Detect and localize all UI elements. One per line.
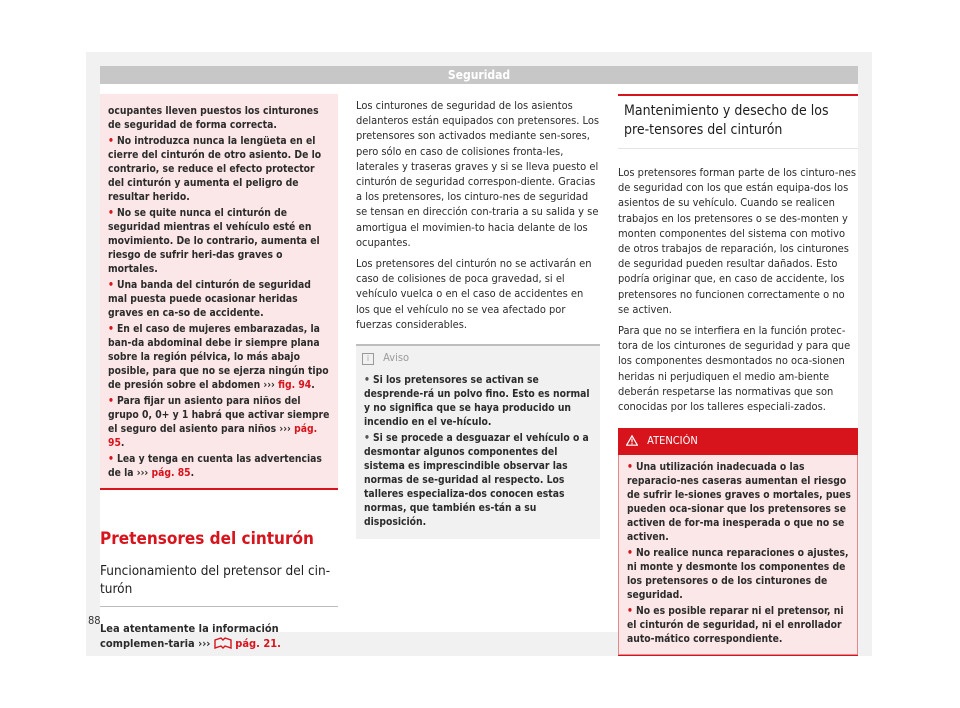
attention-label: ATENCIÓN (647, 434, 698, 448)
subsection-title: Funcionamiento del pretensor del cin-turón (100, 563, 331, 597)
intro-text (100, 621, 338, 654)
list-item-text: No se quite nunca el cinturón de seguridad mientras el vehículo esté en movimiento. De lo contrario, aumenta el riesgo de sufrir heri-das graves o mortales. (108, 207, 320, 275)
list-item (108, 452, 332, 480)
page-reference-link[interactable]: pág. 85 (151, 467, 191, 479)
list-item-text: Una utilización inadecuada o las reparacio-nes caseras aumentan el riesgo de sufrir le-siones graves o mortales, pues pueden oca-sionar que los pretensores se activen de for-ma inesperada o que no se activen. (627, 461, 851, 544)
list-item-tail: . (190, 467, 195, 479)
list-item-text: Una banda del cinturón de seguridad mal puesta puede ocasionar heridas graves en ca-so de accidente. (108, 279, 311, 319)
list-item (108, 322, 332, 392)
bullet-icon: • (108, 279, 114, 291)
list-item-text: No introduzca nunca la lengüeta en el cierre del cinturón de otro asiento. De lo contrario, se reduce el efecto protector del cinturón y aumenta el peligro de resultar herido. (108, 135, 322, 203)
column-right (618, 94, 858, 656)
warning-box-bottom-rule (100, 488, 338, 490)
list-item-tail: . (311, 379, 315, 391)
bullet-icon: • (108, 207, 114, 219)
bullet-icon: • (364, 374, 370, 387)
maintenance-text (618, 165, 858, 414)
list-item-text: Si los pretensores se activan se desprende-rá un polvo fino. Esto es normal y no significa que se haya producido un incendio en el ve-hículo. (364, 374, 590, 429)
list-item (364, 431, 594, 529)
column-left (100, 94, 338, 654)
list-item (108, 206, 332, 276)
attention-body (618, 455, 858, 655)
page-reference-link[interactable]: fig. 94 (278, 379, 312, 391)
paragraph: Los pretensores forman parte de los cinturo-nes de seguridad con los que están equipa-dos los asientos de su vehículo. Cuando se realicen trabajos en los pretensores o se des-monten y monten componentes del sistema con motivo de otros trabajos de reparación, los cinturones de seguridad pueden resultar dañados. Esto podría originar que, en caso de accidente, los pretensores no funcionen correctamente o no se activen. (618, 166, 856, 316)
intro-label: Lea atentamente la información complemen-taria ››› (100, 622, 279, 650)
bullet-icon: • (627, 605, 633, 618)
paragraph: Los cinturones de seguridad de los asientos delanteros están equipados con pretensores. Los pretensores son activados mediante sen-sores, pero sólo en caso de colisiones fronta-les, laterales y traseras graves y si se lleva puesto el cinturón de seguridad correspon-diente. Gracias a los pretensores, los cinturo-nes de seguridad se tensan en dirección con-traria a su salida y se amortigua el movimien-to hacia delante de los ocupantes. (356, 99, 600, 249)
info-icon: i (362, 353, 374, 365)
list-item (364, 373, 594, 429)
list-item-text: Si se procede a desguazar el vehículo o a desmontar algunos componentes del sistema es imprescindible observar las normas de se-guridad al respecto. Los talleres especializa-dos conocen estas normas, que también es-tán a su disposición. (364, 432, 589, 529)
hint-header (356, 344, 600, 369)
page-header: Seguridad (100, 66, 858, 84)
book-icon (214, 636, 232, 654)
list-item-text: No es posible reparar ni el pretensor, ni el cinturón de seguridad, ni el enrollador auto-mático correspondiente. (627, 605, 844, 646)
section-title: Pretensores del cinturón (100, 529, 314, 549)
hint-label: Aviso (383, 351, 410, 365)
list-item-text: No realice nunca reparaciones o ajustes, ni monte y desmonte los componentes de los pretensores o de los cinturones de seguridad. (627, 547, 849, 602)
bullet-icon: • (627, 547, 633, 560)
list-item-text: ocupantes lleven puestos los cinturones de seguridad de forma correcta. (108, 105, 319, 131)
list-item (627, 546, 851, 602)
list-item-text: En el caso de mujeres embarazadas, la ban-da abdominal debe ir siempre plana sobre la región pélvica, lo más abajo posible, para que no se ejerza ningún tipo de presión sobre el abdomen ››› (108, 323, 329, 391)
warning-triangle-icon (626, 435, 638, 450)
list-item-text: Para fijar un asiento para niños del grupo 0, 0+ y 1 habrá que activar siempre el seguro del asiento para niños ››› (108, 395, 330, 435)
bullet-icon: • (627, 461, 633, 474)
attention-box (618, 428, 858, 656)
hint-box (356, 344, 600, 539)
paragraph: Los pretensores del cinturón no se activarán en caso de colisiones de poca gravedad, si el vehículo vuelca o en el caso de accidentes en los que el vehículo no se vea afectado por fuerzas considerables. (356, 257, 592, 331)
maintenance-title: Mantenimiento y desecho de los pre-tensores del cinturón (624, 103, 829, 138)
list-item (108, 278, 332, 320)
list-item (627, 460, 851, 544)
list-item-tail: . (120, 437, 125, 449)
section-heading (100, 528, 338, 607)
hint-body (356, 369, 600, 539)
list-item (108, 104, 332, 132)
bullet-icon: • (108, 323, 114, 335)
bullet-icon: • (108, 135, 114, 147)
subsection-rule (100, 606, 338, 607)
maintenance-box (618, 94, 858, 149)
list-item (108, 394, 332, 450)
column-middle (356, 98, 600, 539)
list-item (108, 134, 332, 204)
list-item-text: Lea y tenga en cuenta las advertencias de la ››› (108, 453, 322, 479)
warning-continuation-box (100, 94, 338, 488)
attention-bottom-rule (618, 655, 858, 656)
bullet-icon: • (364, 432, 370, 445)
page-number: 88 (88, 614, 101, 627)
attention-header (618, 428, 858, 455)
page-reference-link[interactable]: pág. 95 (108, 423, 318, 449)
paragraph: Para que no se interfiera en la función protec-tora de los cinturones de seguridad y para que los componentes desmontados no oca-sionen heridas ni perjudiquen el medio am-biente deberán respetarse las normativas que son conocidas por los talleres especiali-zados. (618, 324, 851, 414)
intro-page-link[interactable]: pág. 21. (235, 637, 281, 650)
bullet-icon: • (108, 453, 114, 465)
bullet-icon: • (108, 395, 114, 407)
list-item (627, 604, 851, 646)
